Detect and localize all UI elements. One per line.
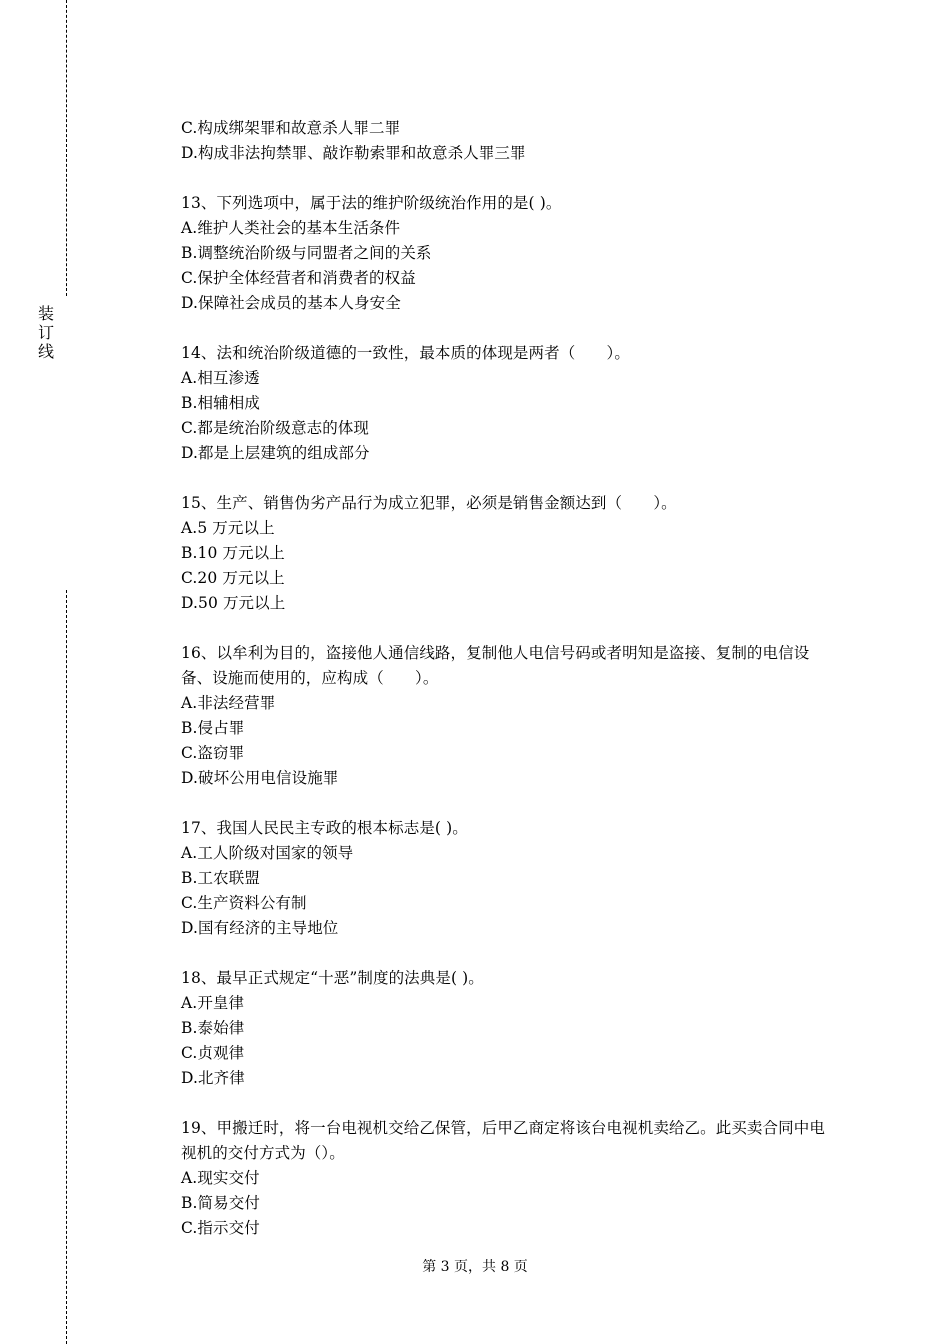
option-line: B.简易交付 <box>181 1194 260 1212</box>
question-text: 17、我国人民民主专政的根本标志是( )。 <box>181 819 468 837</box>
option-line: A.开皇律 <box>181 994 245 1012</box>
question-text: 18、最早正式规定“十恶”制度的法典是( )。 <box>181 969 484 987</box>
page-footer <box>0 1257 950 1277</box>
question-16 <box>181 641 837 791</box>
option-line: B.侵占罪 <box>181 719 245 737</box>
question-14 <box>181 341 837 466</box>
binding-char: 线 <box>37 342 54 361</box>
question-17 <box>181 816 837 941</box>
question-19 <box>181 1116 837 1241</box>
option-line: A.相互渗透 <box>181 369 260 387</box>
page-content <box>181 116 837 1241</box>
option-line: D.保障社会成员的基本人身安全 <box>181 294 401 312</box>
binding-label <box>37 304 55 361</box>
option-line: A.非法经营罪 <box>181 694 276 712</box>
option-line: A.5 万元以上 <box>181 519 275 537</box>
option-line: C.保护全体经营者和消费者的权益 <box>181 269 416 287</box>
option-line: C.盗窃罪 <box>181 744 245 762</box>
option-line: B.调整统治阶级与同盟者之间的关系 <box>181 244 432 262</box>
question-text: 15、生产、销售伪劣产品行为成立犯罪，必须是销售金额达到（ ）。 <box>181 494 677 512</box>
question-text: 16、以牟利为目的，盗接他人通信线路，复制他人电信号码或者明知是盗接、复制的电信设备、设施而使用的，应构成（ ）。 <box>181 644 810 687</box>
binding-char: 订 <box>37 323 54 342</box>
option-line: D.北齐律 <box>181 1069 245 1087</box>
question-12-continuation <box>181 116 837 166</box>
option-line: C.贞观律 <box>181 1044 245 1062</box>
option-line: C.都是统治阶级意志的体现 <box>181 419 370 437</box>
binding-line-top <box>66 0 67 296</box>
option-line: C.指示交付 <box>181 1219 260 1237</box>
option-line: C.构成绑架罪和故意杀人罪二罪 <box>181 119 401 137</box>
option-line: B.泰始律 <box>181 1019 245 1037</box>
option-line: B.工农联盟 <box>181 869 260 887</box>
option-line: C.20 万元以上 <box>181 569 285 587</box>
option-line: A.维护人类社会的基本生活条件 <box>181 219 401 237</box>
question-18 <box>181 966 837 1091</box>
question-15 <box>181 491 837 616</box>
option-line: A.现实交付 <box>181 1169 260 1187</box>
option-line: B.10 万元以上 <box>181 544 285 562</box>
option-line: A.工人阶级对国家的领导 <box>181 844 354 862</box>
option-line: B.相辅相成 <box>181 394 260 412</box>
page-number: 第 3 页，共 8 页 <box>422 1259 528 1275</box>
binding-line-bottom <box>66 590 67 1344</box>
option-line: D.构成非法拘禁罪、敲诈勒索罪和故意杀人罪三罪 <box>181 144 526 162</box>
question-text: 19、甲搬迁时，将一台电视机交给乙保管，后甲乙商定将该台电视机卖给乙。此买卖合同中电视机的交付方式为（）。 <box>181 1119 825 1162</box>
option-line: D.国有经济的主导地位 <box>181 919 339 937</box>
option-line: D.都是上层建筑的组成部分 <box>181 444 370 462</box>
binding-char: 装 <box>37 304 54 323</box>
question-13 <box>181 191 837 316</box>
option-line: C.生产资料公有制 <box>181 894 307 912</box>
question-text: 13、下列选项中，属于法的维护阶级统治作用的是( )。 <box>181 194 562 212</box>
option-line: D.50 万元以上 <box>181 594 286 612</box>
question-text: 14、法和统治阶级道德的一致性，最本质的体现是两者（ ）。 <box>181 344 630 362</box>
option-line: D.破坏公用电信设施罪 <box>181 769 339 787</box>
